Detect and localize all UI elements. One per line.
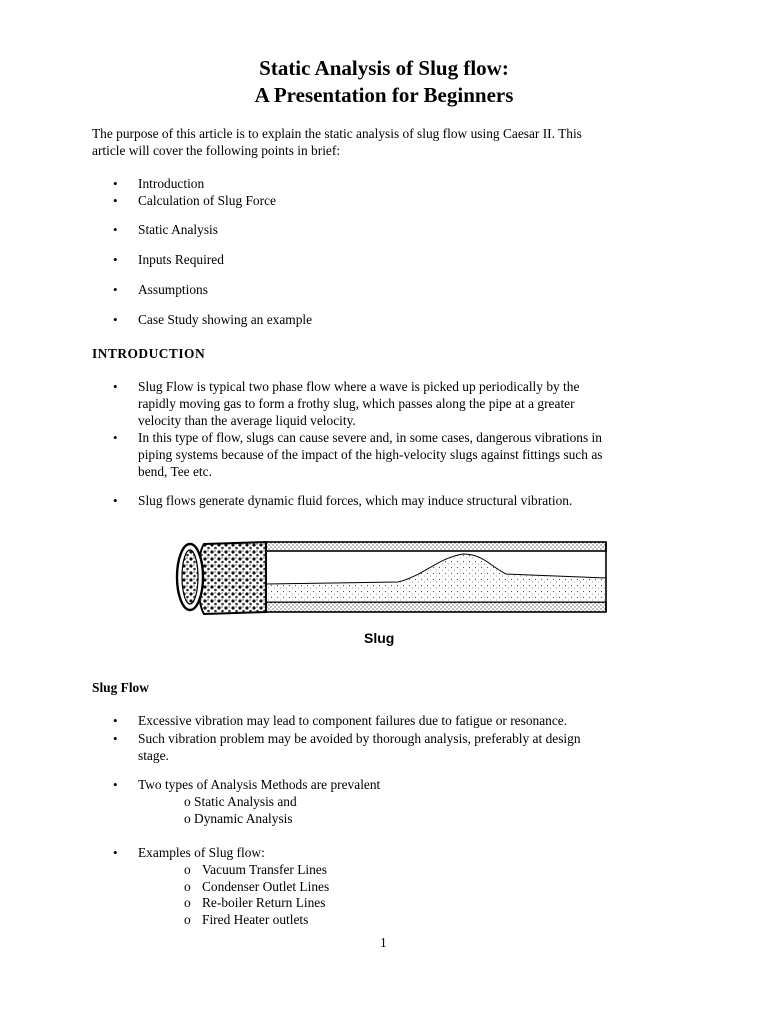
intro-bullet-2-line: piping systems because of the impact of the high-velocity slugs against fittings such as xyxy=(138,447,603,462)
bullet-icon xyxy=(113,776,118,793)
overview-item: Static Analysis xyxy=(138,222,218,237)
intro-bullet-1-line: Slug Flow is typical two phase flow where a wave is picked up periodically by the xyxy=(138,379,580,394)
bullet-icon xyxy=(113,378,118,395)
slug-pipe-illustration xyxy=(168,536,608,654)
slug-flow-bullet-3: Two types of Analysis Methods are prevalent xyxy=(138,777,381,792)
bullet-icon xyxy=(113,429,118,446)
analysis-method-item: o Dynamic Analysis xyxy=(184,811,293,826)
introduction-heading: INTRODUCTION xyxy=(92,346,206,361)
intro-bullet-2-line: bend, Tee etc. xyxy=(138,464,212,479)
intro-bullet-1-line: velocity than the average liquid velocity. xyxy=(138,413,356,428)
example-item: Vacuum Transfer Lines xyxy=(202,862,327,877)
slug-flow-bullet-2-line: Such vibration problem may be avoided by thorough analysis, preferably at design xyxy=(138,731,581,746)
analysis-method-item: o Static Analysis and xyxy=(184,794,297,809)
slug-flow-bullet-4: Examples of Slug flow: xyxy=(138,845,265,860)
bullet-icon xyxy=(113,221,118,238)
intro-paragraph-line-1: The purpose of this article is to explain the static analysis of slug flow using Caesar II. This xyxy=(92,126,582,141)
bullet-icon xyxy=(113,251,118,268)
document-title xyxy=(0,55,768,109)
overview-item: Calculation of Slug Force xyxy=(138,193,276,208)
bullet-icon xyxy=(113,175,118,192)
overview-item: Introduction xyxy=(138,176,205,191)
bullet-icon xyxy=(113,311,118,328)
bullet-icon xyxy=(113,730,118,747)
bullet-icon xyxy=(113,281,118,298)
title-line-1: Static Analysis of Slug flow: xyxy=(259,56,509,80)
bullet-icon xyxy=(113,192,118,209)
bullet-icon xyxy=(113,844,118,861)
intro-bullet-2-line: In this type of flow, slugs can cause severe and, in some cases, dangerous vibrations in xyxy=(138,430,602,445)
sub-bullet-marker: o xyxy=(184,895,191,910)
bullet-icon xyxy=(113,712,118,729)
example-item: Fired Heater outlets xyxy=(202,912,309,927)
intro-paragraph-line-2: article will cover the following points in brief: xyxy=(92,143,341,158)
bullet-icon xyxy=(113,492,118,509)
sub-bullet-marker: o xyxy=(184,862,191,877)
title-line-2: A Presentation for Beginners xyxy=(254,83,514,107)
overview-item: Assumptions xyxy=(138,282,208,297)
page-number: 1 xyxy=(380,935,387,950)
figure-caption: Slug xyxy=(364,630,395,646)
example-item: Re-boiler Return Lines xyxy=(202,895,326,910)
slug-flow-heading: Slug Flow xyxy=(92,680,149,695)
slug-flow-bullet-2-line: stage. xyxy=(138,748,169,763)
intro-bullet-3: Slug flows generate dynamic fluid forces, which may induce structural vibration. xyxy=(138,493,573,508)
slug-flow-bullet-1: Excessive vibration may lead to component failures due to fatigue or resonance. xyxy=(138,713,568,728)
overview-item: Inputs Required xyxy=(138,252,224,267)
intro-bullet-1-line: rapidly moving gas to form a frothy slug, which passes along the pipe at a greater xyxy=(138,396,575,411)
overview-item: Case Study showing an example xyxy=(138,312,313,327)
sub-bullet-marker: o xyxy=(184,912,191,927)
sub-bullet-marker: o xyxy=(184,879,191,894)
example-item: Condenser Outlet Lines xyxy=(202,879,330,894)
